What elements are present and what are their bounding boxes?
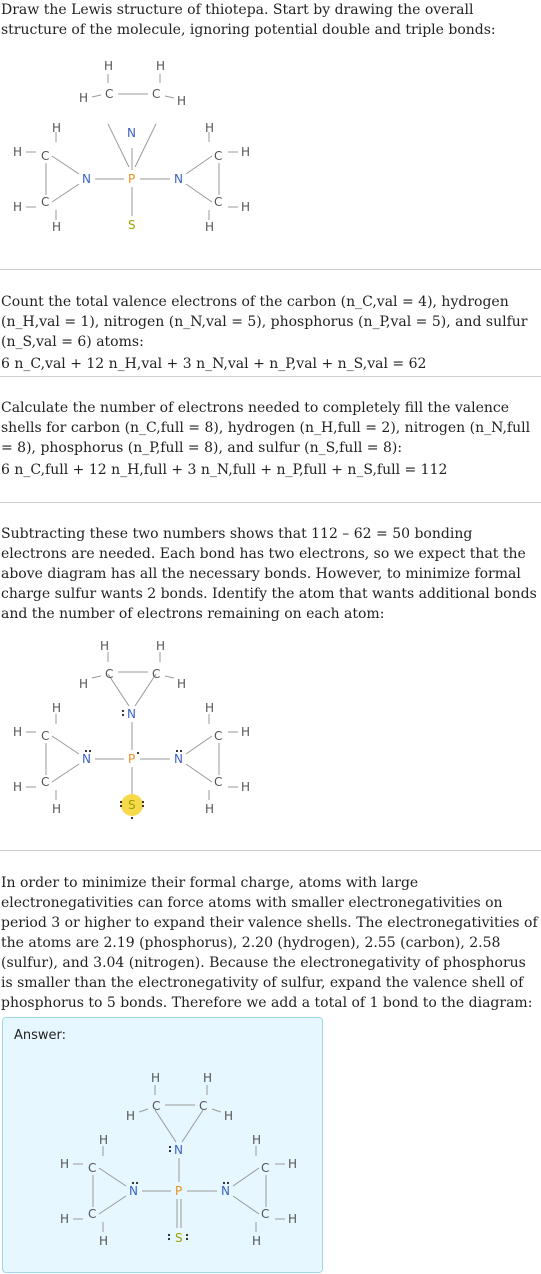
h-atom: H — [52, 802, 62, 816]
h-atom: H — [60, 1157, 70, 1171]
h-atom: H — [288, 1157, 298, 1171]
h-atom: H — [241, 780, 251, 794]
h-atom: H — [241, 145, 251, 159]
structure-diagram-2 — [0, 630, 541, 830]
c-atom: C — [261, 1161, 270, 1175]
c-atom: C — [41, 775, 50, 789]
h-atom: H — [203, 1071, 213, 1085]
h-atom: H — [156, 639, 166, 653]
c-atom: C — [214, 729, 223, 743]
h-atom: H — [241, 725, 251, 739]
n-atom: N — [174, 172, 183, 186]
h-atom: H — [224, 1109, 234, 1123]
h-atom: H — [13, 725, 23, 739]
divider — [0, 269, 541, 270]
h-atom: H — [52, 701, 62, 715]
h-atom: H — [177, 94, 187, 108]
s-atom: S — [128, 218, 136, 232]
h-atom: H — [100, 639, 110, 653]
minimize-section — [0, 873, 541, 1013]
h-atom: H — [99, 1234, 109, 1248]
h-atom: H — [79, 91, 89, 105]
intro-section — [0, 0, 541, 40]
h-atom: H — [52, 220, 62, 234]
c-atom: C — [152, 87, 161, 101]
h-atom: H — [205, 802, 215, 816]
h-atom: H — [205, 701, 215, 715]
h-atom: H — [126, 1109, 136, 1123]
divider — [0, 376, 541, 377]
answer-structure — [47, 1062, 317, 1267]
n-atom: N — [82, 752, 91, 766]
c-atom: C — [152, 1099, 161, 1113]
h-atom: H — [104, 59, 114, 73]
n-atom: N — [174, 752, 183, 766]
c-atom: C — [261, 1207, 270, 1221]
answer-label: Answer: — [14, 1028, 67, 1043]
intro-text: Draw the Lewis structure of thiotepa. Start by drawing the overall structure of the molecule, ignoring potential double and triple bonds: — [1, 2, 496, 38]
h-atom: H — [205, 220, 215, 234]
structure-diagram-1 — [0, 50, 541, 250]
c-atom: C — [214, 195, 223, 209]
count-formula: 6 n_C,val + 12 n_H,val + 3 n_N,val + n_P,val + n_S,val = 62 — [1, 356, 427, 372]
c-atom: C — [105, 87, 114, 101]
answer-box — [2, 1017, 323, 1273]
count-section — [0, 292, 541, 374]
fill-section — [0, 398, 541, 480]
c-atom: C — [105, 667, 114, 681]
fill-formula: 6 n_C,full + 12 n_H,full + 3 n_N,full + n_P,full + n_S,full = 112 — [1, 462, 448, 478]
h-atom: H — [177, 677, 187, 691]
c-atom: C — [41, 195, 50, 209]
p-atom: P — [128, 172, 136, 186]
h-atom: H — [288, 1212, 298, 1226]
h-atom: H — [252, 1133, 262, 1147]
subtract-section — [0, 524, 541, 624]
h-atom: H — [52, 121, 62, 135]
s-atom: S — [128, 798, 136, 812]
h-atom: H — [151, 1071, 161, 1085]
h-atom: H — [205, 121, 215, 135]
n-atom: N — [129, 1184, 138, 1198]
h-atom: H — [13, 200, 23, 214]
subtract-text: Subtracting these two numbers shows that 112 – 62 = 50 bonding electrons are needed. Each bond has two electrons, so we expect that the above diagram has all the necessary bonds. However, to minimize formal charge sulfur wants 2 bonds. Identify the atom that wants additional bonds and the number of electrons remaining on each atom: — [1, 526, 537, 622]
fill-text: Calculate the number of electrons needed to completely fill the valence shells for carbon (n_C,full = 8), hydrogen (n_H,full = 2), nitrogen (n_N,full = 8), phosphorus (n_P,full = 8), and sulfur (n_S,full = 8): — [1, 400, 531, 456]
h-atom: H — [13, 145, 23, 159]
n-atom: N — [174, 1143, 183, 1157]
h-atom: H — [241, 200, 251, 214]
c-atom: C — [214, 775, 223, 789]
c-atom: C — [199, 1099, 208, 1113]
c-atom: C — [41, 149, 50, 163]
c-atom: C — [152, 667, 161, 681]
count-text: Count the total valence electrons of the carbon (n_C,val = 4), hydrogen (n_H,val = 1), nitrogen (n_N,val = 5), phosphorus (n_P,val = 5), and sulfur (n_S,val = 6) atoms: — [1, 294, 528, 350]
n-atom: N — [127, 126, 136, 140]
h-atom: H — [13, 780, 23, 794]
h-atom: H — [79, 677, 89, 691]
divider — [0, 850, 541, 851]
p-atom: P — [175, 1184, 183, 1198]
c-atom: C — [41, 729, 50, 743]
minimize-text: In order to minimize their formal charge, atoms with large electronegativities can force atoms with smaller electronegativities on period 3 or higher to expand their valence shells. The electronegativities of the atoms are 2.19 (phosphorus), 2.20 (hydrogen), 2.55 (carbon), 2.58 (sulfur), and 3.04 (nitrogen). Because the electronegativity of phosphorus is smaller than the electronegativity of sulfur, expand the valence shell of phosphorus to 5 bonds. Therefore we add a total of 1 bond to the diagram: — [1, 875, 538, 1011]
n-atom: N — [82, 172, 91, 186]
c-atom: C — [214, 149, 223, 163]
h-atom: H — [156, 59, 166, 73]
n-atom: N — [127, 707, 136, 721]
c-atom: C — [88, 1207, 97, 1221]
h-atom: H — [99, 1133, 109, 1147]
p-atom: P — [128, 752, 136, 766]
h-atom: H — [252, 1234, 262, 1248]
n-atom: N — [221, 1184, 230, 1198]
h-atom: H — [60, 1212, 70, 1226]
divider — [0, 502, 541, 503]
s-atom: S — [175, 1231, 183, 1245]
c-atom: C — [88, 1161, 97, 1175]
